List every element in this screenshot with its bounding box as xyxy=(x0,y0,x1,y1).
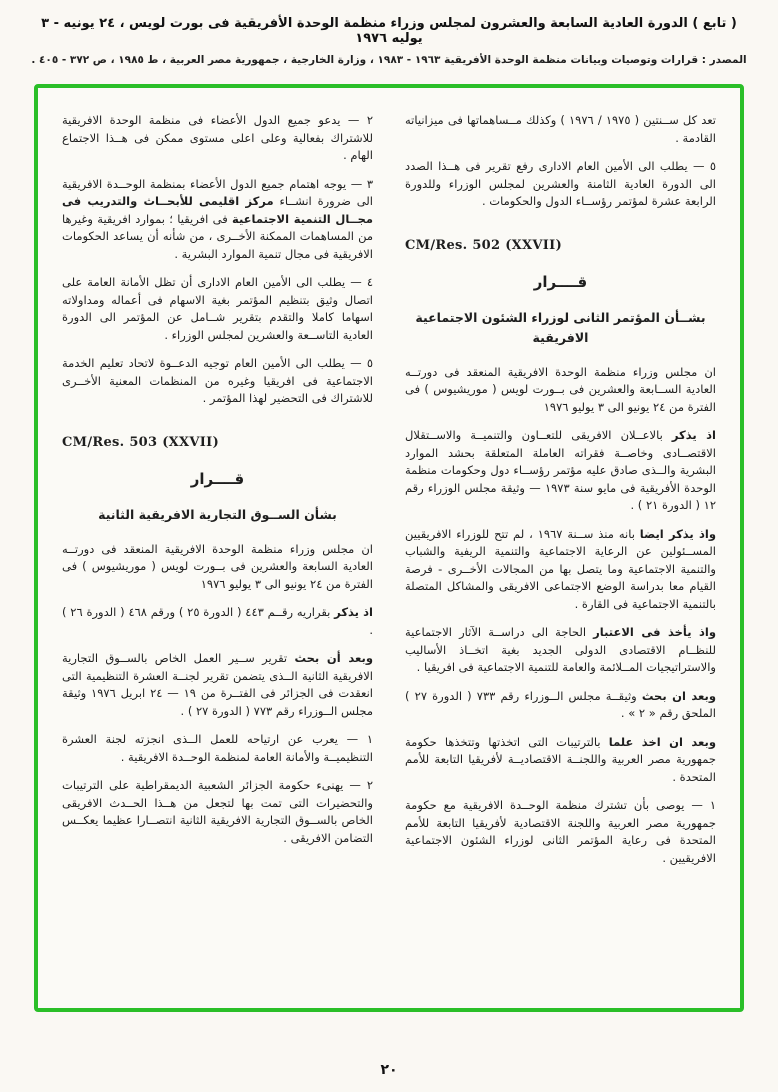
column-left xyxy=(62,112,373,878)
paragraph: ٢ — يدعو جميع الدول الأعضاء فى منظمة الوحدة الافريقية للاشتراك بفعالية وعلى اعلى مستوى ممكن فى هــذا الاجتماع الهام . xyxy=(62,113,373,162)
paragraph: وبعد أن بحث تقرير ســير العمل الخاص بالســوق التجارية الافريقية الثانية الــذى يتضمن تقرير لجنــة العشرة التنظيمية التى انعقدت فى الجزائر فى الفتــرة من ١٩ — ٢٤ ابريل ١٩٧٦ وثيقة مجلس الــوزراء رقم ٧٧٣ ( الدورة ٢٧ ) . xyxy=(62,651,373,718)
paragraph: ١ — يعرب عن ارتياحه للعمل الــذى انجزته لجنة العشرة التنظيميــة والأمانة العامة لمنظمة الوحــدة الافريقية . xyxy=(62,732,373,764)
paragraph: تعد كل ســنتين ( ١٩٧٥ / ١٩٧٦ ) وكذلك مــساهماتها فى ميزانياته القادمة . xyxy=(405,113,716,145)
content-frame xyxy=(34,84,744,1012)
page-number: ٢٠ xyxy=(380,1062,398,1078)
paragraph: ٣ — يوجه اهتمام جميع الدول الأعضاء بمنظمة الوحــدة الافريقية الى ضرورة انشــاء مركز اقليمى للأبحــاث والتدريب فى مجــال التنمية الاجتماعية فى افريقيا ؛ بموارد افريقية وغيرها من المساهمات الممكنة الأخــرى ، من شأنه أن يساعد الحكومات الافريقية فى مجال تنمية الموارد البشرية . xyxy=(62,176,373,261)
paragraph: اذ يذكر بالاعــلان الافريقى للتعــاون والتنميــة والاســتقلال الاقتصــادى وخاصــة فقراته العاملة المتعلقة بحشد الموارد البشرية والــذى صادق عليه مؤتمر رؤســاء دول وحكومات منظمة الوحدة الأفريقية فى مايو سنة ١٩٧٣ — وثيقة مجلس الوزراء رقم ١٢ ( الدورة ٢١ ) . xyxy=(405,428,716,512)
paragraph: واذ يأخذ فى الاعتبار الحاجة الى دراســة الآثار الاجتماعية للنظــام الاقتصادى الدولى الجديد بغية اتخــاذ الأساليب والاستراتيجيات المــلائمة والعامة للتنمية الاجتماعية فى افريقيا . xyxy=(405,625,716,674)
paragraph: ٤ — يطلب الى الأمين العام الادارى أن تظل الأمانة العامة على اتصال وثيق بتنظيم المؤتمر بغية الاسهام فى أعماله ومداولاته اسهاما كاملا والتقدم بتقرير شــامل عن المؤتمر الى الدورة العادية التاســعة والعشرين لمجلس الوزراء . xyxy=(62,275,373,342)
paragraph: ان مجلس وزراء منظمة الوحدة الافريقية المنعقد فى دورتــه العادية الســابعة والعشرين فى بــورت لويس ( موريشيوس ) فى الفترة من ٢٤ يونيو الى ٣ يوليو ١٩٧٦ xyxy=(405,364,716,414)
column-right xyxy=(405,112,716,878)
page-header xyxy=(0,0,778,70)
resolution-subject: بشــأن المؤتمر الثانى لوزراء الشئون الاجتماعية الافريقية xyxy=(415,309,706,345)
paragraph: اذ يذكر بقراريه رقــم ٤٤٣ ( الدورة ٢٥ ) ورقم ٤٦٨ ( الدورة ٢٦ ) . xyxy=(62,605,373,637)
paragraph: ٥ — يطلب الى الأمين العام الادارى رفع تقرير فى هــذا الصدد الى الدورة العادية الثامنة والعشرين لمجلس الوزراء وللدورة الرابعة عشرة لمؤتمر رؤســاء الدول والحكومات . xyxy=(405,159,716,208)
header-title: ( تابع ) الدورة العادية السابعة والعشرون لمجلس وزراء منظمة الوحدة الأفريقية فى بورت لويس ، ٢٤ يونيه - ٣ يوليه ١٩٧٦ xyxy=(41,16,737,46)
paragraph: وبعد ان اخذ علما بالترتيبات التى اتخذتها وتتخذها حكومة جمهورية مصر العربية واللجنــة الاقتصاديــة لأفريقيا التابعة للأمم المتحدة . xyxy=(405,734,716,784)
paragraph: ان مجلس وزراء منظمة الوحدة الافريقية المنعقد فى دورتــه العادية السابعة والعشرين فى بــورت لويس ( موريشيوس ) فى الفترة من ٢٤ يونيو الى ٣ يوليو ١٩٧٦ xyxy=(62,541,373,591)
paragraph: واذ يذكر ايضا بانه منذ ســنة ١٩٦٧ ، لم تتح للوزراء الافريقيين المســئولين عن الرعاية الاجتماعية والتنمية الريفية والشباب والتنمية الاجتماعية وما يتصل بها من المجالات الأخــرى - فرصة القيام معا بدراسة الوضع الاجتماعى الافريقى والمشاكل المتصلة بالتنمية الاجتماعية فى القارة . xyxy=(405,526,716,611)
paragraph: ٥ — يطلب الى الأمين العام توجيه الدعــوة لاتحاد تعليم الخدمة الاجتماعية فى افريقيا وغيره من المنظمات المعنية الأخــرى للاشتراك فى التحضير لهذا المؤتمر . xyxy=(62,356,373,405)
resolution-ref: CM/Res. 502 (XXVII) xyxy=(405,237,563,253)
resolution-ref: CM/Res. 503 (XXVII) xyxy=(62,434,220,450)
paragraph: وبعد ان بحث وثيقــة مجلس الــوزراء رقم ٧٣٣ ( الدورة ٢٧ ) الملحق رقم « ٢ » . xyxy=(405,688,716,720)
content-columns xyxy=(62,112,716,878)
resolution-heading: قــــرار xyxy=(190,470,245,488)
resolution-heading: قــــرار xyxy=(533,273,588,291)
paragraph: ٢ — يهنىء حكومة الجزائر الشعبية الديمقراطية على الترتيبات والتحضيرات التى تمت بها لتجعل من هــذا الحــدث الافريقى الخاص بالســوق التجارية الافريقية الثانية انتصــارا عظيما يعكــس التضامن الافريقى . xyxy=(62,778,373,845)
header-source: المصدر : قرارات وتوصيات وبيانات منظمة الوحدة الأفريقية ١٩٦٣ - ١٩٨٣ ، وزارة الخارجية ، جمهورية مصر العربية ، ط ١٩٨٥ ، ص ٣٧٢ - ٤٠٥ . xyxy=(31,54,747,66)
paragraph: ١ — يوصى بأن تشترك منظمة الوحــدة الافريقية مع حكومة جمهورية مصر العربية واللجنة الاقتصادية لأفريقيا التابعة للأمم المتحدة فى رعاية المؤتمر الثانى لوزراء الشئون الاجتماعية الافريقيين . xyxy=(405,798,716,865)
resolution-subject: بشأن الســوق التجارية الافريقية الثانية xyxy=(98,506,337,522)
